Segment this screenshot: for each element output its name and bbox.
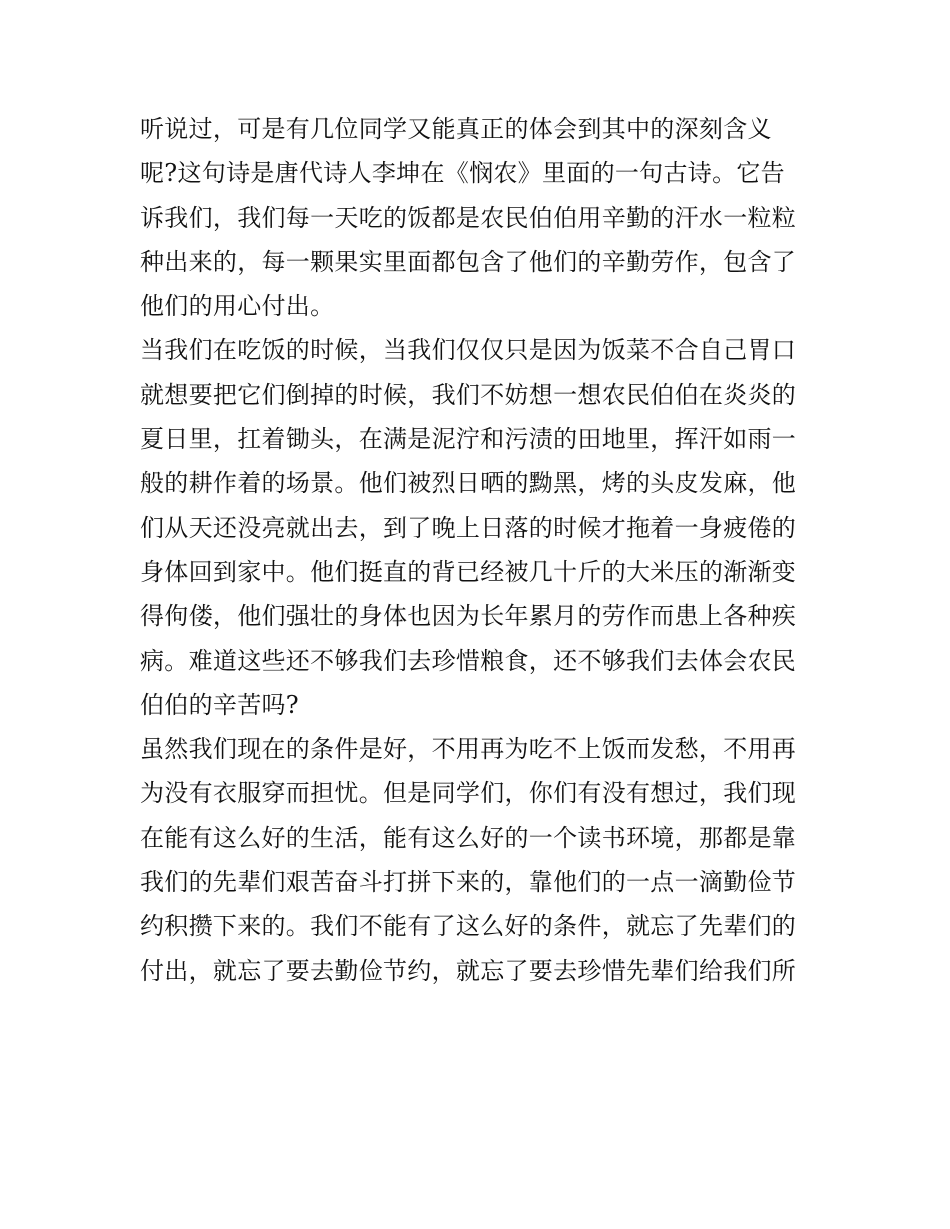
text-line: 听说过，可是有几位同学又能真正的体会到其中的深刻含义	[140, 115, 772, 143]
text-line: 诉我们，我们每一天吃的饭都是农民伯伯用辛勤的汗水一粒粒	[140, 203, 797, 232]
text-line: 就想要把它们倒掉的时候，我们不妨想一想农民伯伯在炎炎的	[140, 380, 797, 409]
text-line: 约积攒下来的。我们不能有了这么好的条件，就忘了先辈们的	[140, 912, 797, 941]
text-line: 般的耕作着的场景。他们被烈日晒的黝黑，烤的头皮发麻，他	[140, 469, 797, 498]
paragraph-1	[140, 107, 812, 328]
text-line: 我们的先辈们艰苦奋斗打拼下来的，靠他们的一点一滴勤俭节	[140, 868, 797, 897]
text-line: 当我们在吃饭的时候，当我们仅仅只是因为饭菜不合自己胃口	[140, 336, 797, 365]
text-line: 伯伯的辛苦吗?	[140, 690, 299, 719]
text-line: 虽然我们现在的条件是好，不用再为吃不上饭而发愁，不用再	[140, 735, 797, 764]
text-line: 得佝偻，他们强壮的身体也因为长年累月的劳作而患上各种疾	[140, 602, 797, 631]
text-line: 为没有衣服穿而担忧。但是同学们，你们有没有想过，我们现	[140, 779, 797, 808]
text-line: 夏日里，扛着锄头，在满是泥泞和污渍的田地里，挥汗如雨一	[140, 425, 797, 454]
text-line: 们从天还没亮就出去，到了晚上日落的时候才拖着一身疲倦的	[140, 513, 797, 542]
paragraph-2	[140, 328, 812, 727]
text-line: 病。难道这些还不够我们去珍惜粮食，还不够我们去体会农民	[140, 646, 797, 675]
paragraph-3	[140, 727, 812, 993]
text-line: 呢?这句诗是唐代诗人李坤在《悯农》里面的一句古诗。它告	[140, 159, 785, 188]
text-line: 他们的用心付出。	[140, 292, 335, 321]
text-line: 在能有这么好的生活，能有这么好的一个读书环境，那都是靠	[140, 823, 797, 852]
text-line: 种出来的，每一颗果实里面都包含了他们的辛勤劳作，包含了	[140, 247, 797, 276]
document-body	[140, 107, 812, 993]
text-line: 付出，就忘了要去勤俭节约，就忘了要去珍惜先辈们给我们所	[140, 956, 797, 985]
text-line: 身体回到家中。他们挺直的背已经被几十斤的大米压的渐渐变	[140, 557, 797, 586]
